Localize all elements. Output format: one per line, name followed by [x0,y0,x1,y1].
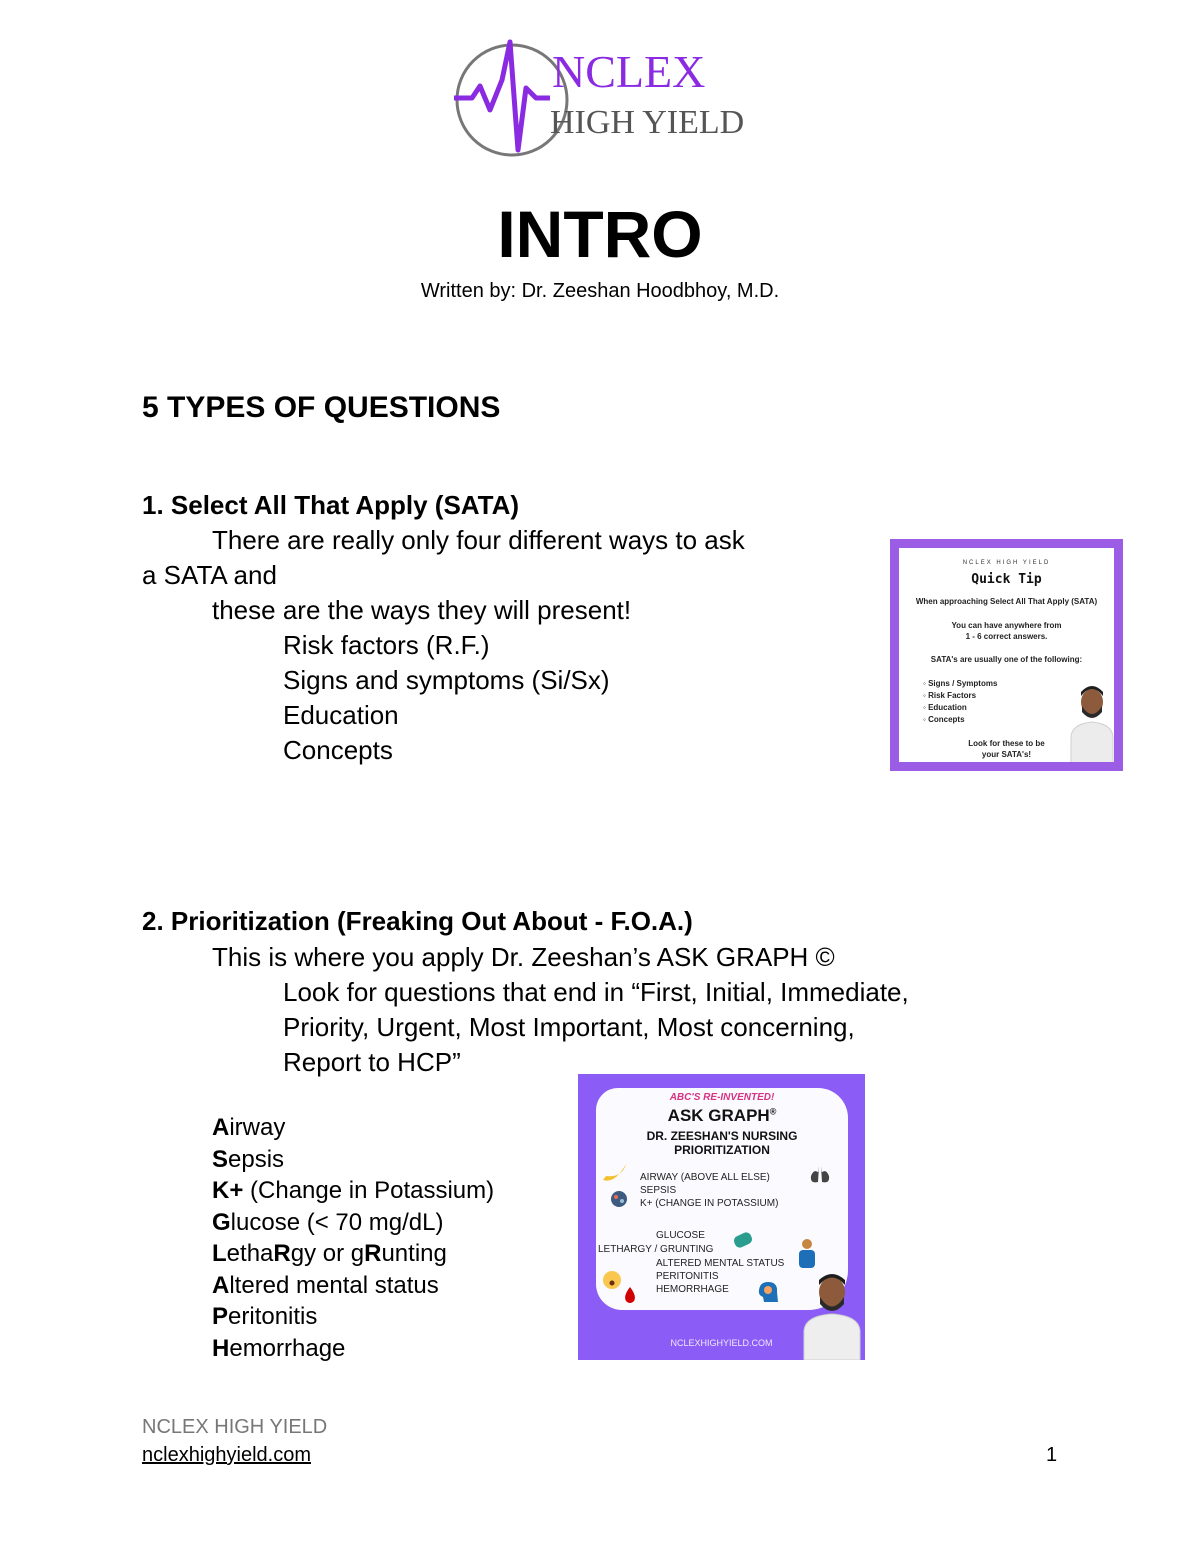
list-item: LethaRgy or gRunting [212,1240,447,1267]
head-brain-icon [756,1280,780,1304]
logo-text-high-yield: HIGH YIELD [550,104,745,141]
ask-graph-item: GLUCOSE [656,1230,705,1241]
prioritization-text-line: This is where you apply Dr. Zeeshan’s ASK GRAPH © [212,942,835,972]
blood-drop-icon [622,1286,638,1304]
prioritization-text-line: Report to HCP” [283,1047,461,1077]
list-item: Altered mental status [212,1271,439,1299]
list-item: Signs and symptoms (Si/Sx) [283,665,610,695]
list-item: Sepsis [212,1145,285,1173]
ask-graph-item: ALTERED MENTAL STATUS [656,1258,785,1269]
list-item: Risk factors (R.F.) [283,630,490,660]
quick-tip-title: Quick Tip [971,572,1042,587]
quick-tip-text: SATA's are usually one of the following: [930,655,1083,664]
quick-tip-brand: NCLEX HIGH YIELD [962,560,1051,566]
ask-graph-tagline: ABC'S RE-INVENTED! [669,1092,775,1103]
nclex-high-yield-logo [450,30,770,165]
ask-graph-title: ASK GRAPH® [667,1106,777,1125]
ask-graph-subtitle: DR. ZEESHAN'S NURSING [646,1129,798,1143]
sata-text-line: these are the ways they will present! [212,595,632,625]
list-item: Airway [212,1114,286,1141]
quick-tip-text: You can have anywhere from [951,621,1062,630]
ask-graph-list [212,1112,494,1364]
sata-text-line: a SATA and [142,560,277,590]
list-item: ◦ Concepts [923,714,997,726]
germ-icon [608,1188,630,1210]
footer-link[interactable]: nclexhighyield.com [142,1444,311,1466]
author-line: Written by: Dr. Zeeshan Hoodbhoy, M.D. [420,280,780,302]
ask-graph-item: LETHARGY / GRUNTING [598,1244,714,1255]
list-item: Education [283,700,399,730]
section-heading: 5 TYPES OF QUESTIONS [142,391,501,424]
list-item: Hemorrhage [212,1334,346,1362]
ask-graph-subtitle: PRIORITIZATION [674,1143,770,1157]
list-item: Concepts [283,735,393,765]
quick-tip-image [890,539,1123,771]
list-item: Glucose (< 70 mg/dL) [212,1208,444,1236]
sata-text-line: There are really only four different ways to ask [212,525,745,555]
ask-graph-item: HEMORRHAGE [656,1284,729,1295]
ask-graph-item: SEPSIS [640,1185,677,1196]
page-title: INTRO [497,197,703,271]
quick-tip-text: 1 - 6 correct answers. [965,632,1048,641]
sata-types-list [283,628,610,768]
prioritization-heading: 2. Prioritization (Freaking Out About - F.O.A.) [142,906,693,936]
list-item: ◦ Signs / Symptoms [923,678,997,690]
glucose-meter-icon [732,1230,754,1250]
ask-graph-footer: NCLEXHIGHYIELD.COM [670,1338,773,1348]
quick-tip-list [923,678,997,726]
quick-tip-text: your SATA's! [981,750,1032,759]
list-item: ◦ Education [923,702,997,714]
prioritization-text-line: Look for questions that end in “First, Initial, Immediate, [283,977,909,1007]
page-number: 1 [1046,1444,1058,1466]
prioritization-text-line: Priority, Urgent, Most Important, Most concerning, [283,1012,855,1042]
dizzy-face-icon [602,1270,622,1290]
banana-icon [600,1158,630,1186]
lungs-icon [808,1164,832,1186]
list-item: Peritonitis [212,1303,318,1330]
list-item: ◦ Risk Factors [923,690,997,702]
footer-brand: NCLEX HIGH YIELD [142,1416,328,1438]
ask-graph-image [578,1074,865,1360]
quick-tip-text: Look for these to be [968,739,1045,748]
quick-tip-text: When approaching Select All That Apply (SATA) [915,597,1098,606]
ask-graph-item: AIRWAY (ABOVE ALL ELSE) [640,1172,770,1183]
quick-tip-panel [899,548,1114,762]
list-item: K+ (Change in Potassium) [212,1177,495,1204]
ask-graph-item: PERITONITIS [656,1271,719,1282]
sata-heading: 1. Select All That Apply (SATA) [142,490,520,520]
ask-graph-item: K+ (CHANGE IN POTASSIUM) [640,1198,779,1209]
logo-text-nclex: NCLEX [552,46,706,97]
presenter-portrait-icon [1067,676,1114,762]
